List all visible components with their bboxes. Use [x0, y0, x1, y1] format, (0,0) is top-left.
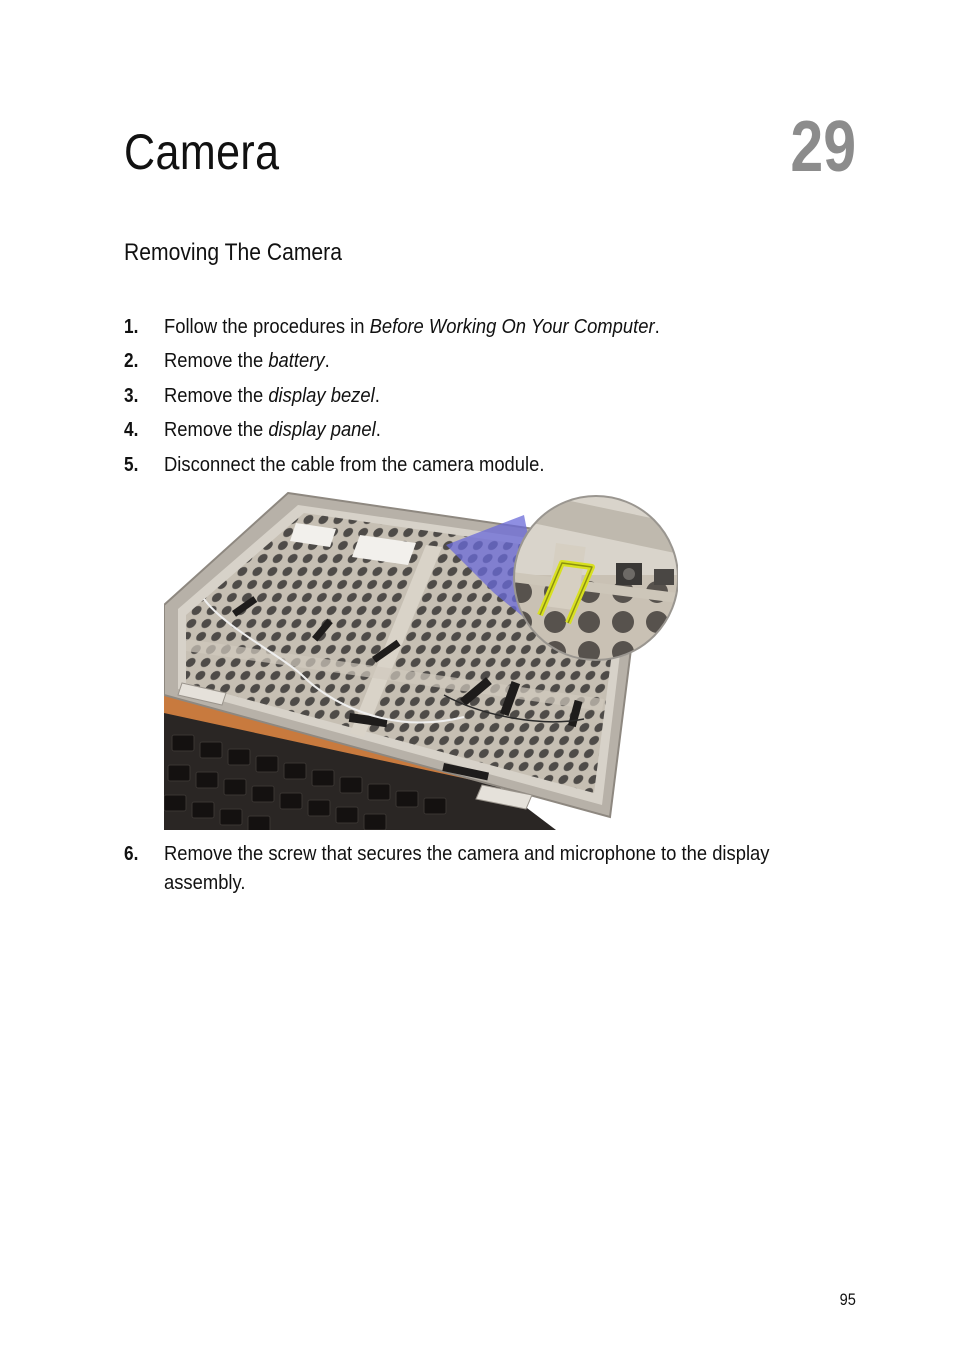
step-2: [124, 347, 864, 376]
step-link[interactable]: display bezel: [268, 385, 375, 407]
step-text: [164, 313, 808, 342]
step-link[interactable]: display panel: [268, 419, 376, 441]
step-5: [124, 451, 864, 480]
camera-cable-illustration: [164, 487, 678, 830]
step-text-post: .: [654, 316, 660, 338]
page-number: 95: [839, 1290, 856, 1309]
step-4: [124, 416, 864, 445]
step-text: Remove the screw that secures the camera and microphone to the display assembly.: [164, 843, 770, 894]
step-number: 6.: [124, 843, 139, 865]
step-number: 2.: [124, 350, 139, 372]
step-text-post: .: [324, 350, 330, 372]
step-link[interactable]: Before Working On Your Computer: [369, 316, 655, 338]
step-text-pre: Follow the procedures in: [164, 316, 370, 338]
step-6: [124, 840, 864, 898]
step-text: [164, 382, 808, 411]
chapter-number: 29: [790, 107, 856, 187]
step-text-post: .: [375, 419, 381, 441]
chapter-title: Camera: [124, 124, 280, 180]
step-1: [124, 313, 864, 342]
step-text-post: .: [374, 385, 380, 407]
step-text-pre: Remove the: [164, 419, 269, 441]
step-link[interactable]: battery: [268, 350, 325, 372]
step-number: 1.: [124, 316, 139, 338]
step-text: [164, 416, 808, 445]
step-number: 5.: [124, 454, 139, 476]
step-number: 3.: [124, 385, 139, 407]
step-3: [124, 382, 864, 411]
step-number: 4.: [124, 419, 139, 441]
step-text: Disconnect the cable from the camera module.: [164, 454, 545, 476]
section-heading: Removing The Camera: [124, 239, 342, 266]
step-text-pre: Remove the: [164, 350, 269, 372]
step-text: [164, 347, 808, 376]
step-text-pre: Remove the: [164, 385, 269, 407]
